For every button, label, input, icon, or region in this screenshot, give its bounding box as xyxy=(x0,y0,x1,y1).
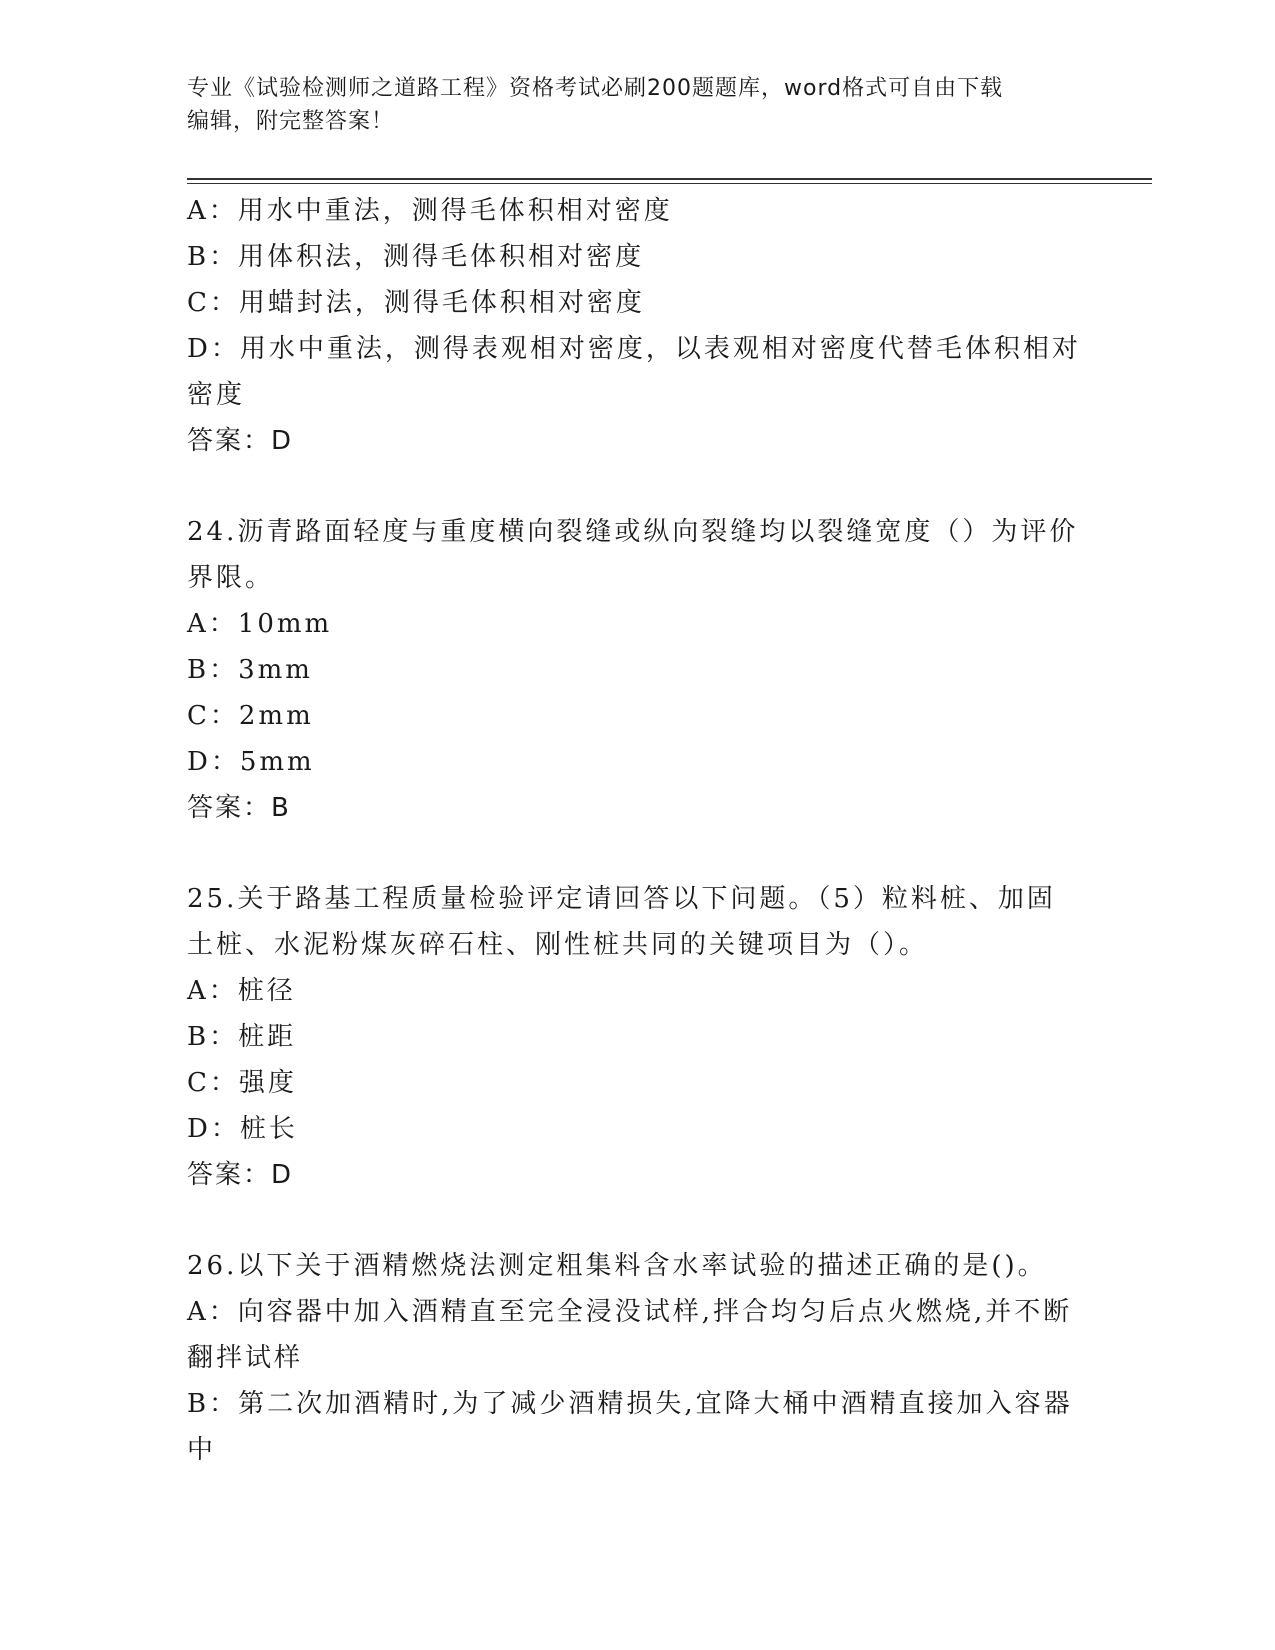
header-line-1: 专业《试验检测师之道路工程》资格考试必刷200题题库，word格式可自由下载 xyxy=(187,76,1004,101)
option-line: B：第二次加酒精时,为了减少酒精损失,宜降大桶中酒精直接加入容器 xyxy=(187,1389,1073,1419)
option-line: A：桩径 xyxy=(187,976,296,1006)
answer-line: 答案：D xyxy=(187,1160,294,1190)
option-line: 密度 xyxy=(187,380,246,410)
question-line: 土桩、水泥粉煤灰碎石柱、刚性桩共同的关键项目为（）。 xyxy=(187,930,929,960)
question-line: 24.沥青路面轻度与重度横向裂缝或纵向裂缝均以裂缝宽度（）为评价 xyxy=(187,517,1079,547)
option-line: B：3mm xyxy=(187,655,313,685)
question-block-23 xyxy=(187,188,1087,464)
question-line: 25.关于路基工程质量检验评定请回答以下问题。（5）粒料桩、加固 xyxy=(187,884,1056,914)
option-line: A：向容器中加入酒精直至完全浸没试样,拌合均匀后点火燃烧,并不断 xyxy=(187,1297,1073,1327)
option-line: D：5mm xyxy=(187,747,315,777)
header-line-2: 编辑，附完整答案！ xyxy=(187,109,395,134)
question-line: 26.以下关于酒精燃烧法测定粗集料含水率试验的描述正确的是()。 xyxy=(187,1251,1047,1281)
option-line: C：强度 xyxy=(187,1068,297,1098)
question-block-24 xyxy=(187,509,1087,831)
option-line: A：用水中重法，测得毛体积相对密度 xyxy=(187,196,673,226)
document-header xyxy=(187,72,1067,138)
question-block-26 xyxy=(187,1243,1087,1473)
answer-line: 答案：B xyxy=(187,793,291,823)
option-line: D：用水中重法，测得表观相对密度，以表观相对密度代替毛体积相对 xyxy=(187,334,1081,364)
option-line: B：用体积法，测得毛体积相对密度 xyxy=(187,242,645,272)
option-line: D：桩长 xyxy=(187,1114,298,1144)
question-line: 界限。 xyxy=(187,563,275,593)
option-line: 中 xyxy=(187,1435,217,1465)
header-rule-thick xyxy=(187,178,1152,180)
option-line: A：10mm xyxy=(187,609,333,639)
question-block-25 xyxy=(187,876,1087,1198)
option-line: 翻拌试样 xyxy=(187,1343,304,1373)
option-line: C：2mm xyxy=(187,701,314,731)
option-line: B：桩距 xyxy=(187,1022,297,1052)
question-content xyxy=(187,188,1087,1473)
answer-line: 答案：D xyxy=(187,426,294,456)
option-line: C：用蜡封法，测得毛体积相对密度 xyxy=(187,288,645,318)
header-rule-thin xyxy=(187,183,1152,184)
